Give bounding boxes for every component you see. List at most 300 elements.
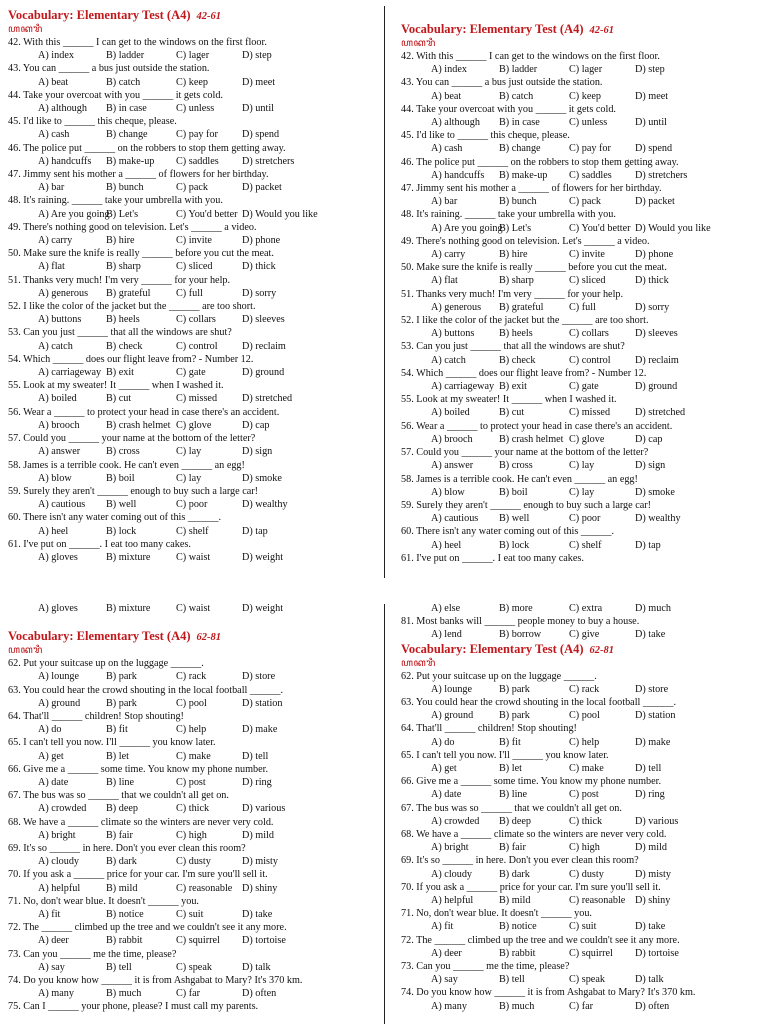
options-row — [401, 815, 763, 828]
option: A) handcuffs — [431, 169, 485, 181]
option: C) make — [176, 750, 211, 762]
option: D) spend — [242, 129, 280, 141]
option: D) smoke — [635, 486, 675, 498]
options-row — [401, 195, 763, 208]
option: D) meet — [635, 90, 669, 102]
option: D) wealthy — [635, 513, 681, 525]
option: A) catch — [38, 340, 73, 352]
options-row — [401, 894, 763, 907]
question-text: 70. If you ask a ______ price for your car. I'm sure you'll sell it. — [8, 869, 268, 881]
option: B) line — [106, 777, 135, 789]
option: C) waist — [176, 603, 211, 614]
option: C) collars — [569, 328, 609, 340]
option: C) squirrel — [176, 935, 220, 947]
option: D) sign — [242, 446, 273, 458]
option: B) let — [106, 750, 129, 762]
option: A) carriageway — [431, 381, 495, 393]
option: B) make-up — [106, 155, 155, 167]
option: A) index — [38, 50, 74, 62]
question-text: 54. Which ______ does our flight leave from? - Number 12. — [401, 367, 647, 379]
option: A) boiled — [431, 407, 470, 419]
option: C) make — [569, 763, 604, 775]
option: D) weight — [242, 551, 284, 563]
option: A) cautious — [38, 499, 86, 511]
option: B) rabbit — [499, 947, 536, 959]
options-row — [401, 248, 763, 261]
option: A) gloves — [38, 603, 78, 614]
option: A) flat — [431, 275, 458, 287]
option: A) beat — [431, 90, 462, 102]
option: C) gate — [569, 381, 599, 393]
option: B) tell — [499, 974, 525, 986]
option: D) various — [635, 815, 679, 827]
option: A) ground — [38, 697, 81, 709]
option: D) sleeves — [242, 314, 285, 326]
option: C) post — [176, 777, 206, 789]
option: B) ladder — [106, 50, 145, 62]
options-row — [8, 313, 380, 326]
option: C) speak — [569, 974, 605, 986]
option: C) lager — [569, 64, 603, 76]
option: D) take — [242, 909, 273, 921]
options-row — [8, 723, 380, 736]
question-text: 66. Give me a ______ some time. You know my phone number. — [8, 763, 269, 775]
option: D) station — [635, 710, 676, 722]
question-text: 47. Jimmy sent his mother a ______ of flowers for her birthday. — [401, 183, 662, 195]
option: A) bar — [431, 196, 458, 208]
question-text: 68. We have a ______ climate so the winters are never very cold. — [401, 829, 667, 841]
option: B) borrow — [499, 629, 542, 641]
option: C) reasonable — [176, 882, 233, 894]
option: B) mixture — [106, 603, 151, 614]
option: C) control — [176, 340, 218, 352]
options-row — [8, 76, 380, 89]
subtitle-script: ꦲꦏꦫꦶ — [401, 657, 436, 669]
option: D) talk — [635, 974, 664, 986]
right-top-page — [401, 22, 763, 565]
option: B) catch — [499, 90, 534, 102]
options-row — [401, 486, 763, 499]
question-text: 64. That'll ______ children! Stop shouting! — [8, 711, 184, 723]
question-text: 53. Can you just ______ that all the windows are shut? — [401, 341, 625, 353]
question-text: 61. I've put on ______. I eat too many cakes. — [401, 552, 584, 564]
option: B) check — [499, 354, 536, 366]
option: B) crash helmet — [499, 433, 564, 445]
option: D) misty — [635, 868, 671, 880]
question-text: 61. I've put on ______. I eat too many cakes. — [8, 538, 191, 550]
option: A) carry — [431, 249, 466, 261]
option: D) thick — [635, 275, 669, 287]
option: D) spend — [635, 143, 673, 155]
question-text: 58. James is a terrible cook. He can't even ______ an egg! — [8, 459, 245, 471]
option: B) park — [499, 710, 530, 722]
option: D) weight — [242, 603, 284, 614]
options-row — [401, 709, 763, 722]
option: D) until — [635, 117, 667, 129]
question-text: 62. Put your suitcase up on the luggage ______. — [8, 658, 204, 670]
option: A) generous — [38, 287, 89, 299]
option: C) thick — [176, 803, 210, 815]
question-text: 59. Surely they aren't ______ enough to buy such a large car! — [8, 485, 259, 497]
option: D) sorry — [635, 301, 670, 313]
option: B) exit — [106, 367, 135, 379]
question-text: 72. The ______ climbed up the tree and we couldn't see it any more. — [8, 922, 287, 934]
question-text: 56. Wear a ______ to protect your head in case there's an accident. — [8, 406, 280, 418]
option: A) flat — [38, 261, 65, 273]
options-row — [8, 670, 380, 683]
option: C) lay — [176, 472, 202, 484]
options-row — [8, 750, 380, 763]
option: D) tortoise — [635, 947, 679, 959]
option: D) ring — [242, 777, 272, 789]
option: C) reasonable — [569, 895, 626, 907]
question-range: 62-81 — [196, 632, 222, 644]
question-text: 50. Make sure the knife is really ______ before you cut the meat. — [401, 262, 667, 274]
options-row — [8, 340, 380, 353]
options-row — [8, 181, 380, 194]
question-text: 65. I can't tell you now. I'll ______ you know later. — [8, 737, 216, 749]
option: C) lay — [176, 446, 202, 458]
option: A) do — [431, 736, 455, 748]
option: D) sign — [635, 460, 666, 472]
option: C) pool — [569, 710, 600, 722]
option: A) carry — [38, 235, 73, 247]
option: B) mild — [499, 895, 531, 907]
option: D) Would you like — [635, 222, 711, 234]
option: C) dusty — [569, 868, 604, 880]
option: A) date — [38, 777, 69, 789]
question-range: 62-81 — [589, 644, 615, 656]
options-row — [8, 829, 380, 842]
question-text: 64. That'll ______ children! Stop shouting! — [401, 723, 577, 735]
option: C) You'd better — [176, 208, 238, 220]
option: C) waist — [176, 551, 211, 563]
option: C) keep — [176, 76, 208, 88]
option: A) blow — [38, 472, 72, 484]
option: A) fit — [431, 921, 454, 933]
option: C) invite — [569, 249, 605, 261]
options-row — [401, 602, 763, 615]
option: C) extra — [569, 603, 603, 614]
option: B) fit — [499, 736, 521, 748]
question-text: 55. Look at my sweater! It ______ when I washed it. — [8, 380, 224, 392]
option: D) cap — [635, 433, 663, 445]
option: D) until — [242, 103, 274, 115]
question-text: 50. Make sure the knife is really ______ before you cut the meat. — [8, 248, 274, 260]
options-row — [8, 472, 380, 485]
option: C) suit — [569, 921, 597, 933]
option: D) ring — [635, 789, 665, 801]
option: B) change — [499, 143, 541, 155]
option: B) mild — [106, 882, 138, 894]
question-text: 43. You can ______ a bus just outside the station. — [401, 77, 603, 89]
option: D) Would you like — [242, 208, 318, 220]
options-row — [401, 788, 763, 801]
question-text: 53. Can you just ______ that all the windows are shut? — [8, 327, 232, 339]
question-text: 73. Can you ______ me the time, please? — [401, 961, 570, 973]
option: D) thick — [242, 261, 276, 273]
option: B) more — [499, 603, 533, 614]
option: D) much — [635, 603, 671, 614]
question-text: 72. The ______ climbed up the tree and we couldn't see it any more. — [401, 934, 680, 946]
option: C) high — [176, 829, 207, 841]
options-row — [8, 987, 380, 1000]
question-text: 57. Could you ______ your name at the bottom of the letter? — [401, 447, 649, 459]
option: A) crowded — [431, 815, 480, 827]
option: D) often — [635, 1000, 670, 1012]
option: B) dark — [499, 868, 530, 880]
options-row — [8, 208, 380, 221]
question-text: 67. The bus was so ______ that we couldn't all get on. — [8, 790, 229, 802]
options-row — [401, 406, 763, 419]
question-text: 71. No, don't wear blue. It doesn't ______ you. — [8, 895, 199, 907]
options-row — [401, 736, 763, 749]
option: D) ground — [242, 367, 285, 379]
option: D) stretchers — [635, 169, 688, 181]
option: D) store — [242, 671, 276, 683]
left-top-page — [8, 8, 380, 564]
option: B) well — [106, 499, 137, 511]
options-row — [401, 947, 763, 960]
options-row — [8, 155, 380, 168]
option: D) mild — [242, 829, 274, 841]
option: D) stretched — [635, 407, 686, 419]
options-row — [8, 128, 380, 141]
option: C) lager — [176, 50, 210, 62]
question-text: 49. There's nothing good on television. Let's ______ a video. — [8, 221, 257, 233]
question-text: 52. I like the color of the jacket but the ______ are too short. — [401, 315, 649, 327]
option: B) hire — [106, 235, 135, 247]
option: B) fair — [106, 829, 133, 841]
left-bottom-page — [8, 602, 380, 1014]
options-row — [401, 90, 763, 103]
option: B) cross — [106, 446, 140, 458]
option: A) brooch — [38, 419, 80, 431]
option: C) glove — [176, 419, 212, 431]
options-row — [401, 920, 763, 933]
option: C) collars — [176, 314, 216, 326]
option: B) check — [106, 340, 143, 352]
options-row — [8, 855, 380, 868]
option: B) notice — [499, 921, 537, 933]
option: B) sharp — [499, 275, 534, 287]
option: C) sliced — [569, 275, 606, 287]
option: A) carriageway — [38, 367, 102, 379]
options-row — [401, 628, 763, 641]
option: A) answer — [38, 446, 81, 458]
options-row — [401, 841, 763, 854]
option: D) tell — [635, 763, 662, 775]
option: B) much — [106, 988, 142, 1000]
option: B) well — [499, 513, 530, 525]
question-text: 73. Can you ______ me the time, please? — [8, 948, 177, 960]
option: A) beat — [38, 76, 69, 88]
options-row — [8, 366, 380, 379]
option: C) rack — [569, 683, 600, 695]
options-row — [8, 551, 380, 564]
option: B) line — [499, 789, 528, 801]
option: B) in case — [106, 103, 147, 115]
option: A) do — [38, 724, 62, 736]
options-row — [8, 934, 380, 947]
options-row — [8, 392, 380, 405]
options-row — [8, 287, 380, 300]
option: C) full — [176, 287, 203, 299]
option: D) make — [635, 736, 671, 748]
question-text: 69. It's so ______ in here. Don't you ever clean this room? — [8, 843, 246, 855]
option: D) often — [242, 988, 277, 1000]
option: C) pay for — [569, 143, 611, 155]
question-text: 55. Look at my sweater! It ______ when I washed it. — [401, 394, 617, 406]
option: A) heel — [38, 525, 69, 537]
title-text: Vocabulary: Elementary Test (A4) — [8, 8, 191, 22]
question-text: 45. I'd like to ______ this cheque, please. — [401, 130, 570, 142]
question-text: 63. You could hear the crowd shouting in the local football ______. — [8, 684, 284, 696]
option: C) gate — [176, 367, 206, 379]
title-text: Vocabulary: Elementary Test (A4) — [8, 629, 191, 644]
option: C) glove — [569, 433, 605, 445]
spacer — [8, 615, 380, 629]
option: A) lounge — [38, 671, 80, 683]
options-row — [401, 301, 763, 314]
option: D) store — [635, 683, 669, 695]
option: D) ground — [635, 381, 678, 393]
options-row — [401, 63, 763, 76]
question-text: 58. James is a terrible cook. He can't even ______ an egg! — [401, 473, 638, 485]
option: A) date — [431, 789, 462, 801]
subtitle-script: ꦲꦏꦫꦶ — [401, 38, 436, 49]
option: D) talk — [242, 961, 271, 973]
option: A) answer — [431, 460, 474, 472]
options-row — [401, 380, 763, 393]
option: D) reclaim — [242, 340, 286, 352]
question-text: 46. The police put ______ on the robbers to stop them getting away. — [401, 156, 679, 168]
option: A) cloudy — [431, 868, 473, 880]
option: C) shelf — [176, 525, 209, 537]
question-text: 54. Which ______ does our flight leave from? - Number 12. — [8, 353, 254, 365]
option: A) boiled — [38, 393, 77, 405]
bottom-divider — [384, 604, 385, 1024]
option: A) although — [38, 103, 87, 115]
option: A) many — [431, 1000, 467, 1012]
question-range: 42-61 — [589, 25, 615, 36]
option: B) cut — [106, 393, 132, 405]
option: B) park — [106, 671, 137, 683]
option: A) bright — [38, 829, 76, 841]
option: A) Are you going — [431, 222, 503, 234]
option: D) tap — [242, 525, 268, 537]
option: A) else — [431, 603, 461, 614]
option: D) packet — [242, 182, 282, 194]
option: C) poor — [569, 513, 601, 525]
option: A) many — [38, 988, 74, 1000]
option: A) get — [431, 763, 457, 775]
option: B) in case — [499, 117, 540, 129]
option: B) tell — [106, 961, 132, 973]
options-row — [8, 260, 380, 273]
option: D) tap — [635, 539, 661, 551]
option: D) step — [242, 50, 272, 62]
options-row — [401, 169, 763, 182]
options-row — [8, 882, 380, 895]
question-text: 45. I'd like to ______ this cheque, please. — [8, 116, 177, 128]
option: A) buttons — [431, 328, 475, 340]
option: B) boil — [106, 472, 135, 484]
option: B) deep — [499, 815, 531, 827]
question-text: 71. No, don't wear blue. It doesn't ______ you. — [401, 908, 592, 920]
option: D) wealthy — [242, 499, 288, 511]
option: C) shelf — [569, 539, 602, 551]
option: D) cap — [242, 419, 270, 431]
subtitle-script: ꦲꦏꦫꦶ — [8, 24, 43, 35]
option: B) park — [106, 697, 137, 709]
option: A) blow — [431, 486, 465, 498]
question-text: 47. Jimmy sent his mother a ______ of flowers for her birthday. — [8, 169, 269, 181]
option: C) sliced — [176, 261, 213, 273]
options-row — [8, 776, 380, 789]
option: C) saddles — [176, 155, 219, 167]
option: B) sharp — [106, 261, 141, 273]
option: A) brooch — [431, 433, 473, 445]
option: D) misty — [242, 856, 278, 868]
option: A) fit — [38, 909, 61, 921]
question-text: 52. I like the color of the jacket but the ______ are too short. — [8, 301, 256, 313]
option: D) various — [242, 803, 286, 815]
option: B) much — [499, 1000, 535, 1012]
options-row — [401, 116, 763, 129]
options-row — [8, 525, 380, 538]
test-title — [8, 8, 380, 24]
option: C) suit — [176, 909, 204, 921]
top-divider — [384, 6, 385, 578]
option: D) stretched — [242, 393, 293, 405]
option: C) pool — [176, 697, 207, 709]
option: B) cross — [499, 460, 533, 472]
question-text: 59. Surely they aren't ______ enough to buy such a large car! — [401, 499, 652, 511]
option: A) get — [38, 750, 64, 762]
option: C) far — [176, 988, 201, 1000]
option: B) hire — [499, 249, 528, 261]
option: B) bunch — [106, 182, 144, 194]
option: B) cut — [499, 407, 525, 419]
option: C) saddles — [569, 169, 612, 181]
option: D) shiny — [242, 882, 278, 894]
options-row — [8, 908, 380, 921]
option: C) pack — [569, 196, 601, 208]
question-text: 74. Do you know how ______ it is from Ashgabat to Mary? It's 370 km. — [8, 975, 303, 987]
question-text: 42. With this ______ I can get to the windows on the first floor. — [8, 37, 267, 48]
option: D) take — [635, 629, 666, 641]
question-text: 48. It's raining. ______ take your umbrella with you. — [401, 209, 616, 221]
question-text: 49. There's nothing good on television. Let's ______ a video. — [401, 235, 650, 247]
options-row — [8, 802, 380, 815]
option: C) help — [569, 736, 600, 748]
option: A) cash — [431, 143, 463, 155]
question-text: 56. Wear a ______ to protect your head in case there's an accident. — [401, 420, 673, 432]
option: C) missed — [569, 407, 611, 419]
option: B) Let's — [499, 222, 532, 234]
option: C) lay — [569, 460, 595, 472]
title-text: Vocabulary: Elementary Test (A4) — [401, 22, 584, 36]
option: A) buttons — [38, 314, 82, 326]
options-row — [8, 602, 380, 615]
option: B) bunch — [499, 196, 537, 208]
option: C) far — [569, 1000, 594, 1012]
option: B) make-up — [499, 169, 548, 181]
option: D) phone — [635, 249, 674, 261]
option: B) let — [499, 763, 522, 775]
option: C) unless — [176, 103, 215, 115]
